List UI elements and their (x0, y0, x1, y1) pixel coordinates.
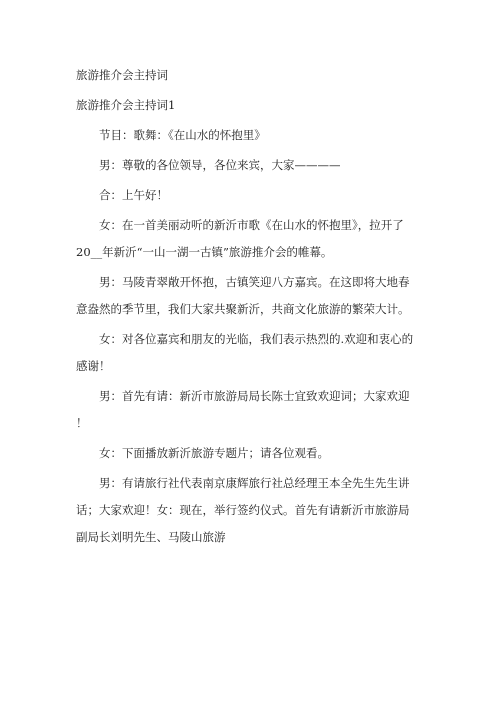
paragraph-line: ！ (76, 416, 88, 430)
paragraph (76, 269, 428, 323)
paragraph-line: 女：下面播放新沂旅游专题片；请各位观看。 (99, 446, 329, 460)
paragraph-line: 20__年新沂“一山一湖一古镇”旅游推介会的帷幕。 (76, 245, 333, 259)
paragraph-line: 感谢！ (76, 359, 111, 373)
paragraph-line: 男：尊敬的各位领导，各位来宾，大家———— (99, 158, 341, 172)
paragraph-line: 副局长刘明先生、马陵山旅游 (76, 530, 226, 544)
paragraph (76, 326, 428, 380)
document-subtitle: 旅游推介会主持词1 (76, 98, 176, 112)
paragraph (76, 470, 428, 551)
paragraph (76, 152, 428, 179)
paragraph-line: 话；大家欢迎！女：现在，举行签约仪式。首先有请新沂市旅游局 (76, 503, 410, 517)
paragraph-list (76, 122, 428, 551)
paragraph (76, 182, 428, 209)
paragraph (76, 212, 428, 266)
paragraph-line: 女：在一首美丽动听的新沂市歌《在山水的怀抱里》，拉开了 (99, 218, 404, 232)
paragraph-line: 女：对各位嘉宾和朋友的光临，我们表示热烈的.欢迎和衷心的 (99, 332, 414, 346)
paragraph (76, 440, 428, 467)
document-content (76, 62, 428, 554)
paragraph-line: 男：马陵青翠敞开怀抱，古镇笑迎八方嘉宾。在这即将大地春 (99, 275, 410, 289)
paragraph-line: 男：首先有请：新沂市旅游局局长陈士宜致欢迎词；大家欢迎 (99, 389, 410, 403)
paragraph-line: 意盎然的季节里，我们大家共聚新沂，共商文化旅游的繁荣大计。 (76, 302, 410, 316)
paragraph (76, 122, 428, 149)
document-title: 旅游推介会主持词 (76, 68, 168, 82)
paragraph-line: 合：上午好！ (99, 188, 168, 202)
paragraph-line: 节目：歌舞：《在山水的怀抱里》 (99, 128, 266, 142)
paragraph-line: 男：有请旅行社代表南京康辉旅行社总经理王本全先生先生讲 (99, 476, 410, 490)
paragraph (76, 383, 428, 437)
